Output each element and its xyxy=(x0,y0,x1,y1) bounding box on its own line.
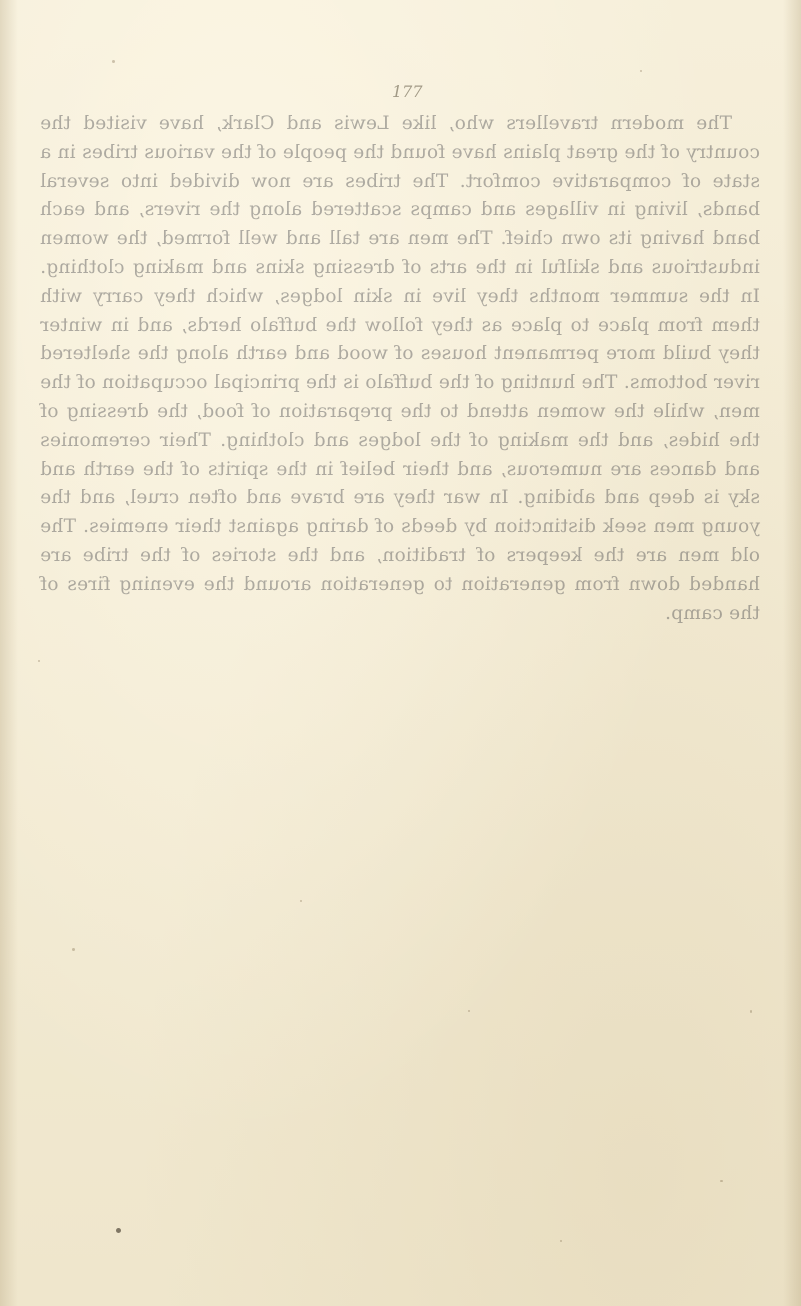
paper-speckle xyxy=(300,900,302,902)
paper-speckle xyxy=(750,1010,752,1013)
paper-speckle xyxy=(720,1180,723,1182)
paper-speckle xyxy=(72,948,75,951)
paper-speckle xyxy=(38,660,40,662)
left-page-edge-shadow xyxy=(0,0,18,1306)
bleed-through-paragraph: The modern travellers who, like Lewis and Clark, have visited the country of the great plains have found the people of the various tribes in a state of comparative comfort. The tribes are now divided into several bands, living in villages and camps scattered along the rivers, and each band having its own chief. The men are tall and well formed, the women industrious and skilful in the arts of dressing skins and making clothing. In the summer months they live in skin lodges, which they carry with them from place to place as they follow the buffalo herds, and in winter they build more permanent houses of wood and earth along the sheltered river bottoms. The hunting of the buffalo is the principal occupation of the men, while the women attend to the preparation of food, the dressing of the hides, and the making of the lodges and clothing. Their ceremonies and dances are numerous, and their belief in the spirits of the earth and sky is deep and abiding. In war they are brave and often cruel, and the young men seek distinction by deeds of daring against their enemies. The old men are the keepers of tradition, and the stories of the tribe are handed down from generation to generation around the evening fires of the camp. xyxy=(40,113,760,624)
paper-speckle xyxy=(560,1240,562,1242)
paper-speckle xyxy=(116,1228,121,1233)
paper-speckle xyxy=(112,60,115,63)
page-number: 177 xyxy=(392,82,423,101)
paper-speckle xyxy=(640,70,642,72)
paper-speckle xyxy=(468,1010,470,1012)
right-page-edge-shadow xyxy=(783,0,801,1306)
bleed-through-text xyxy=(40,110,760,830)
